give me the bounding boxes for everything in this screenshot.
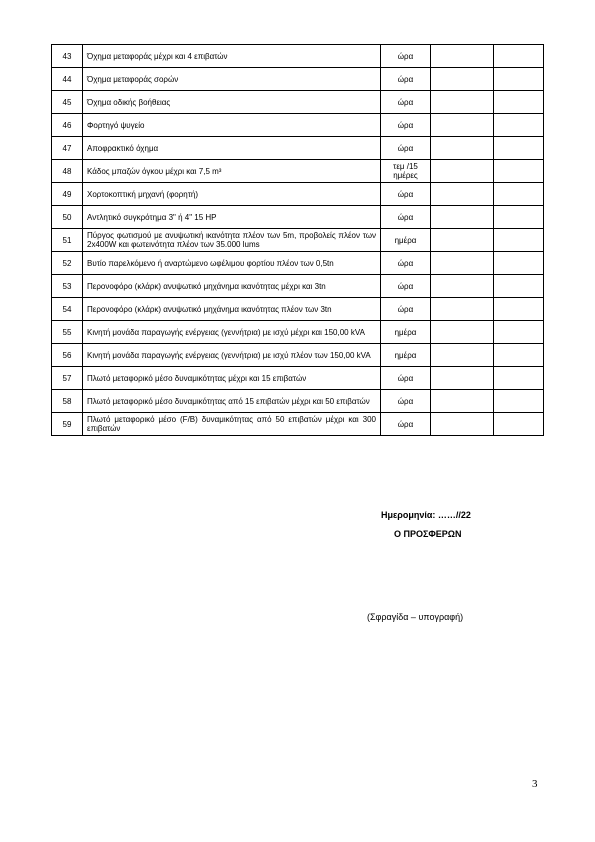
row-unit-price-cell bbox=[431, 114, 494, 137]
table-row bbox=[52, 275, 544, 298]
row-description: Πλωτό μεταφορικό μέσο δυναμικότητας από 15 επιβατών μέχρι και 50 επιβατών bbox=[83, 390, 381, 413]
row-unit: ώρα bbox=[381, 298, 431, 321]
row-number: 49 bbox=[52, 183, 83, 206]
row-unit-price-cell bbox=[431, 45, 494, 68]
row-total-cell bbox=[494, 160, 544, 183]
row-unit-price-cell bbox=[431, 91, 494, 114]
row-number: 48 bbox=[52, 160, 83, 183]
row-number: 52 bbox=[52, 252, 83, 275]
row-unit: τεμ /15 ημέρες bbox=[381, 160, 431, 183]
row-unit: ημέρα bbox=[381, 229, 431, 252]
row-unit: ημέρα bbox=[381, 321, 431, 344]
table-row bbox=[52, 114, 544, 137]
row-description: Χορτοκοπτική μηχανή (φορητή) bbox=[83, 183, 381, 206]
row-description: Φορτηγό ψυγείο bbox=[83, 114, 381, 137]
row-total-cell bbox=[494, 390, 544, 413]
row-number: 58 bbox=[52, 390, 83, 413]
row-unit: ώρα bbox=[381, 367, 431, 390]
row-number: 54 bbox=[52, 298, 83, 321]
row-unit-price-cell bbox=[431, 229, 494, 252]
row-description: Βυτίο παρελκόμενο ή αναρτώμενο ωφέλιμου φορτίου πλέον των 0,5tn bbox=[83, 252, 381, 275]
row-unit-price-cell bbox=[431, 344, 494, 367]
row-description: Όχημα μεταφοράς σορών bbox=[83, 68, 381, 91]
row-number: 44 bbox=[52, 68, 83, 91]
row-description: Όχημα οδικής βοήθειας bbox=[83, 91, 381, 114]
table-row bbox=[52, 344, 544, 367]
row-unit: ώρα bbox=[381, 275, 431, 298]
row-description: Πύργος φωτισμού με ανυψωτική ικανότητα πλέον των 5m, προβολείς πλέον των 2x400W και φωτεινότητα πλέον των 35.000 lums bbox=[83, 229, 381, 252]
row-total-cell bbox=[494, 91, 544, 114]
row-unit: ώρα bbox=[381, 137, 431, 160]
row-description: Περονοφόρο (κλάρκ) ανυψωτικό μηχάνημα ικανότητας πλέον των 3tn bbox=[83, 298, 381, 321]
table-row bbox=[52, 390, 544, 413]
row-number: 45 bbox=[52, 91, 83, 114]
table-row bbox=[52, 160, 544, 183]
row-number: 53 bbox=[52, 275, 83, 298]
row-total-cell bbox=[494, 114, 544, 137]
row-total-cell bbox=[494, 206, 544, 229]
row-number: 57 bbox=[52, 367, 83, 390]
row-total-cell bbox=[494, 137, 544, 160]
row-description: Περονοφόρο (κλάρκ) ανυψωτικό μηχάνημα ικανότητας μέχρι και 3tn bbox=[83, 275, 381, 298]
row-total-cell bbox=[494, 229, 544, 252]
row-unit: ώρα bbox=[381, 114, 431, 137]
row-description: Πλωτό μεταφορικό μέσο δυναμικότητας μέχρι και 15 επιβατών bbox=[83, 367, 381, 390]
row-number: 55 bbox=[52, 321, 83, 344]
row-description: Κάδος μπαζών όγκου μέχρι και 7,5 m³ bbox=[83, 160, 381, 183]
row-number: 56 bbox=[52, 344, 83, 367]
row-total-cell bbox=[494, 252, 544, 275]
row-unit: ώρα bbox=[381, 413, 431, 436]
row-number: 50 bbox=[52, 206, 83, 229]
table-row bbox=[52, 367, 544, 390]
row-description: Πλωτό μεταφορικό μέσο (F/B) δυναμικότητας από 50 επιβατών μέχρι και 300 επιβατών bbox=[83, 413, 381, 436]
table-row bbox=[52, 321, 544, 344]
row-description: Αποφρακτικό όχημα bbox=[83, 137, 381, 160]
items-table bbox=[51, 44, 544, 436]
row-unit: ημέρα bbox=[381, 344, 431, 367]
row-unit: ώρα bbox=[381, 183, 431, 206]
row-total-cell bbox=[494, 275, 544, 298]
table-row bbox=[52, 137, 544, 160]
row-description: Όχημα μεταφοράς μέχρι και 4 επιβατών bbox=[83, 45, 381, 68]
table-row bbox=[52, 252, 544, 275]
row-unit: ώρα bbox=[381, 390, 431, 413]
row-number: 51 bbox=[52, 229, 83, 252]
table-row bbox=[52, 413, 544, 436]
row-unit: ώρα bbox=[381, 45, 431, 68]
offeror-label: Ο ΠΡΟΣΦΕΡΩΝ bbox=[394, 529, 462, 539]
row-total-cell bbox=[494, 68, 544, 91]
table-row bbox=[52, 91, 544, 114]
row-description: Κινητή μονάδα παραγωγής ενέργειας (γεννήτρια) με ισχύ πλέον των 150,00 kVA bbox=[83, 344, 381, 367]
table-row bbox=[52, 183, 544, 206]
row-unit-price-cell bbox=[431, 413, 494, 436]
row-total-cell bbox=[494, 321, 544, 344]
row-unit-price-cell bbox=[431, 390, 494, 413]
row-number: 46 bbox=[52, 114, 83, 137]
row-total-cell bbox=[494, 298, 544, 321]
row-number: 47 bbox=[52, 137, 83, 160]
table-row bbox=[52, 45, 544, 68]
row-unit-price-cell bbox=[431, 206, 494, 229]
row-total-cell bbox=[494, 344, 544, 367]
row-unit-price-cell bbox=[431, 137, 494, 160]
table-row bbox=[52, 68, 544, 91]
row-unit: ώρα bbox=[381, 68, 431, 91]
row-unit: ώρα bbox=[381, 91, 431, 114]
row-number: 43 bbox=[52, 45, 83, 68]
row-unit: ώρα bbox=[381, 206, 431, 229]
row-unit-price-cell bbox=[431, 298, 494, 321]
row-unit-price-cell bbox=[431, 275, 494, 298]
row-unit: ώρα bbox=[381, 252, 431, 275]
row-description: Κινητή μονάδα παραγωγής ενέργειας (γεννήτρια) με ισχύ μέχρι και 150,00 kVA bbox=[83, 321, 381, 344]
row-unit-price-cell bbox=[431, 252, 494, 275]
table-row bbox=[52, 229, 544, 252]
table-row bbox=[52, 206, 544, 229]
row-unit-price-cell bbox=[431, 68, 494, 91]
row-total-cell bbox=[494, 367, 544, 390]
row-total-cell bbox=[494, 45, 544, 68]
table-row bbox=[52, 298, 544, 321]
row-total-cell bbox=[494, 413, 544, 436]
stamp-signature-label: (Σφραγίδα – υπογραφή) bbox=[367, 612, 464, 622]
row-unit-price-cell bbox=[431, 160, 494, 183]
items-table-body bbox=[52, 45, 544, 436]
row-unit-price-cell bbox=[431, 367, 494, 390]
date-label: Ημερομηνία: ……//22 bbox=[381, 510, 471, 520]
row-description: Αντλητικό συγκρότημα 3" ή 4" 15 HP bbox=[83, 206, 381, 229]
row-unit-price-cell bbox=[431, 183, 494, 206]
row-unit-price-cell bbox=[431, 321, 494, 344]
page-number: 3 bbox=[532, 778, 538, 790]
row-total-cell bbox=[494, 183, 544, 206]
row-number: 59 bbox=[52, 413, 83, 436]
